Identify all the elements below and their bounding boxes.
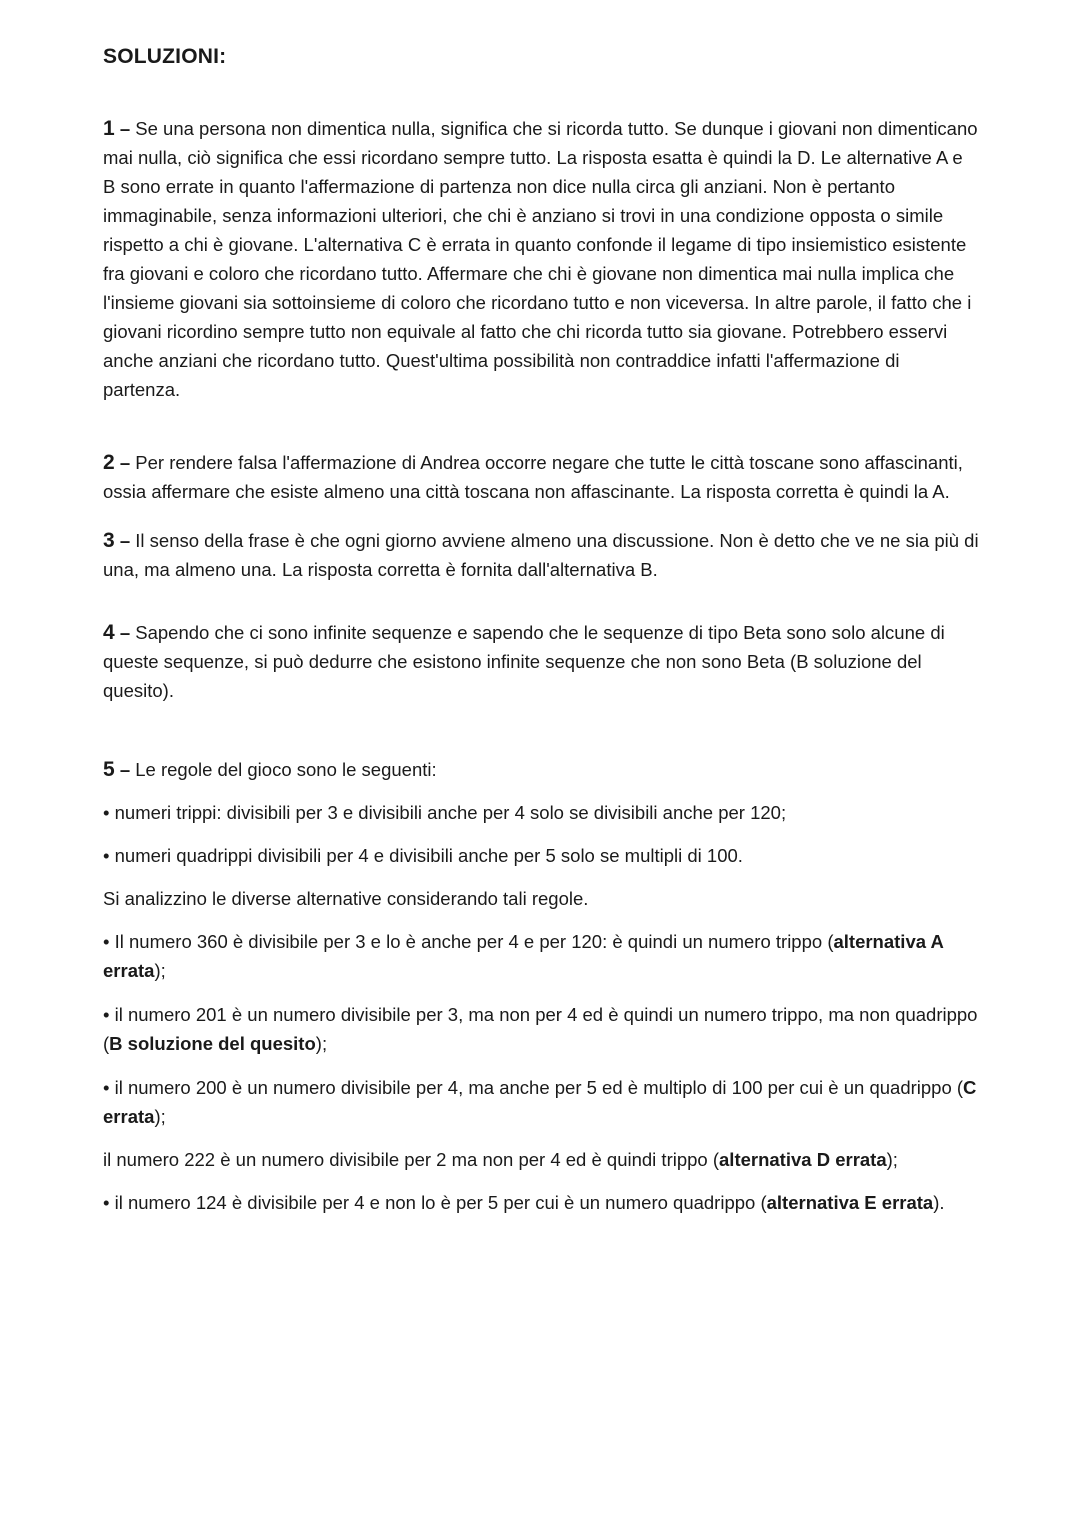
solution-1	[103, 114, 980, 404]
alternative-a-end: );	[154, 960, 166, 981]
solution-5-intro-text: Le regole del gioco sono le seguenti:	[135, 759, 437, 780]
solution-4-text: Sapendo che ci sono infinite sequenze e sapendo che le sequenze di tipo Beta sono solo alcune di queste sequenze, si può dedurre che esistono infinite sequenze che non sono Beta (B soluzione del quesito).	[103, 622, 945, 701]
alternative-a-verdict: alternativa A errata	[103, 931, 944, 981]
alternative-a	[103, 927, 980, 985]
alternative-c	[103, 1073, 980, 1131]
rule-trippi: • numeri trippi: divisibili per 3 e divisibili anche per 4 solo se divisibili anche per 120;	[103, 802, 787, 823]
solution-5-dash: –	[114, 759, 136, 780]
alternative-d-verdict: alternativa D errata	[719, 1149, 887, 1170]
solution-4-dash: –	[114, 622, 136, 643]
solution-5-number: 5	[103, 758, 115, 781]
solution-3-dash: –	[114, 530, 136, 551]
solution-2-number: 2	[103, 451, 115, 474]
solution-2-text: Per rendere falsa l'affermazione di Andrea occorre negare che tutte le città toscane sono affascinanti, ossia affermare che esiste almeno una città toscana non affascinante. La risposta corretta è quindi la A.	[103, 452, 963, 502]
alternative-c-end: );	[154, 1106, 166, 1127]
alternative-c-text: • il numero 200 è un numero divisibile per 4, ma anche per 5 ed è multiplo di 100 per cui è un quadrippo (	[103, 1077, 964, 1098]
solution-3	[103, 526, 980, 584]
alternative-b-text: • il numero 201 è un numero divisibile per 3, ma non per 4 ed è quindi un numero trippo, ma non quadrippo (	[103, 1004, 978, 1054]
alternative-b-verdict: B soluzione del quesito	[109, 1033, 316, 1054]
alternative-a-text: • Il numero 360 è divisibile per 3 e lo è anche per 4 e per 120: è quindi un numero trippo (	[103, 931, 834, 952]
alternative-b	[103, 1000, 980, 1058]
alternative-e-text: • il numero 124 è divisibile per 4 e non lo è per 5 per cui è un numero quadrippo (	[103, 1192, 767, 1213]
solution-1-dash: –	[114, 118, 136, 139]
solution-5-intro	[103, 755, 980, 784]
alternative-d	[103, 1145, 980, 1174]
solution-4	[103, 618, 980, 705]
solution-1-number: 1	[103, 117, 115, 140]
alternative-d-text: il numero 222 è un numero divisibile per 2 ma non per 4 ed è quindi trippo (	[103, 1149, 720, 1170]
alternative-e	[103, 1188, 980, 1217]
alternative-e-verdict: alternativa E errata	[766, 1192, 934, 1213]
alternative-c-verdict: C errata	[103, 1077, 977, 1127]
solution-2	[103, 448, 980, 506]
solution-3-text: Il senso della frase è che ogni giorno avviene almeno una discussione. Non è detto che ve ne sia più di una, ma almeno una. La risposta corretta è fornita dall'alternativa B.	[103, 530, 979, 580]
solution-2-dash: –	[114, 452, 136, 473]
alternative-d-end: );	[886, 1149, 898, 1170]
rule-quadrippi: • numeri quadrippi divisibili per 4 e divisibili anche per 5 solo se multipli di 100.	[103, 845, 743, 866]
solution-4-number: 4	[103, 621, 115, 644]
alternative-b-end: );	[315, 1033, 328, 1054]
page-title: SOLUZIONI:	[103, 45, 227, 68]
analysis-intro: Si analizzino le diverse alternative considerando tali regole.	[103, 888, 589, 909]
solution-3-number: 3	[103, 529, 115, 552]
solution-1-text: Se una persona non dimentica nulla, significa che si ricorda tutto. Se dunque i giovani non dimenticano mai nulla, ciò significa che essi ricordano sempre tutto. La risposta esatta è quindi la D. Le alternative A e B sono errate in quanto l'affermazione di partenza non dice nulla circa gli anziani. Non è pertanto immaginabile, senza informazioni ulteriori, che chi è anziano si trovi in una condizione opposta o simile rispetto a chi è giovane. L'alternativa C è errata in quanto confonde il legame di tipo insiemistico esistente fra giovani e coloro che ricordano tutto. Affermare che chi è giovane non dimentica mai nulla implica che l'insieme giovani sia sottoinsieme di coloro che ricordano tutto e non viceversa. In altre parole, il fatto che i giovani ricordino sempre tutto non equivale al fatto che chi ricorda tutto sia giovane. Potrebbero esservi anche anziani che ricordano tutto. Quest'ultima possibilità non contraddice infatti l'affermazione di partenza.	[103, 118, 978, 400]
alternative-e-end: ).	[933, 1192, 945, 1213]
